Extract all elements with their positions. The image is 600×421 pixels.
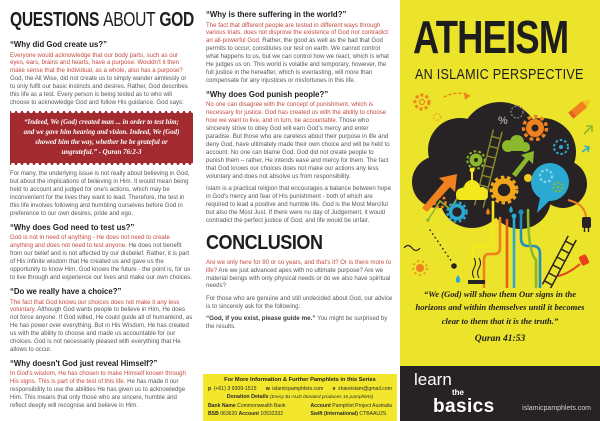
conclusion-heading: CONCLUSION (206, 231, 323, 254)
donation-label: Donation Details (226, 394, 269, 400)
logo-basics: basics (433, 396, 495, 417)
email-icon: e (332, 385, 336, 392)
answer-punish-para2: Islam is a practical religion that encourages a balance between hope in God's mercy and fear of His punishment - both of which are required to lead a positive and humble life. God is the Most Merciful but also the Most Just. If there were no day of Judgement, it would contradict the perfect justice of God, and life would be unfair. (206, 185, 391, 224)
bank-details (207, 403, 393, 419)
gear-icon (434, 114, 441, 121)
scallop-border-bottom (10, 161, 193, 165)
learn-the-basics-logo (414, 371, 495, 416)
info-footer (203, 374, 397, 421)
answer-create-body: God, the All Wise, did not create us to simply wander aimlessly or to only fulfil our basic instincts and desires. Rather, God describes this life as a test. Every person is being tested as to who will choose to acknowledge God and follow His guidance. God says: (10, 75, 188, 107)
left-column (0, 0, 200, 421)
dotted-line (430, 230, 452, 262)
account-number-value: 10532332 (260, 410, 284, 417)
cover-panel (400, 0, 600, 421)
website-url: islamicpamphlets.com (272, 385, 324, 392)
phone-number: (+61) 3 9309-1515 (213, 385, 257, 392)
conclusion-paragraph-2: For those who are genuine and still undecided about God, our advice is to sincerely ask for the following: (206, 294, 393, 310)
title-word-questions: QUESTIONS (10, 9, 100, 31)
page-title (10, 7, 194, 34)
cover-quote: “We (God) will show them Our signs in the horizons and within themselves until it becomes clear to them that it is the truth.” (415, 289, 585, 326)
footer-email (333, 386, 392, 392)
scallop-border-top (10, 111, 193, 115)
learn-basics-bar (400, 366, 600, 421)
pencil-icon (568, 97, 592, 119)
question-heading-test: “Why does God need to test us?” (10, 222, 135, 232)
answer-choice-body: Although God wants people to believe in Him, He does not force anyone. If God willed, He could guide all of humankind, as He has power over everything. But in His Wisdom, He has created us with the ability to choose and made us accountable for our choices. God is not necessarily pleased with everything that He allows to occur. (10, 306, 193, 354)
question-heading-suffering: “Why is there suffering in the world?” (206, 10, 347, 19)
bsb-value: 063620 (220, 410, 238, 417)
swift-value: CTBAAU2S (359, 410, 387, 417)
cover-subtitle: AN ISLAMIC PERSPECTIVE (415, 66, 584, 83)
cover-title: ATHEISM (413, 11, 569, 63)
answer-reveal-lead: In God's wisdom, He has chosen to make Himself known through His signs. This is part of the test of this life. (10, 370, 186, 386)
footer-website (266, 386, 324, 392)
gear-icon (415, 95, 429, 109)
brain-illustration (400, 90, 600, 288)
after-quote-paragraph: For many, the underlying issue is not really about believing in God, but about the implications of believing in Him. It would mean being held to account and judged for one's actions, which may be inconvenient for the lives they want to lead. Therefore, the test in this life involves following and humbling ourselves before God in preference to our own desires, pride and ego. (10, 170, 190, 218)
logo-the: the (452, 388, 464, 397)
answer-reveal (10, 370, 193, 410)
question-heading-create: “Why did God create us?” (10, 40, 108, 49)
bank-details-left (208, 403, 286, 419)
phone-icon: p (208, 385, 212, 392)
conclusion-paragraph (206, 259, 393, 291)
question-heading-choice: “Do we really have a choice?” (10, 287, 122, 297)
bsb-label: BSB (208, 410, 219, 417)
answer-punish-body: Those who sincerely strive to obey God will earn God's mercy and enter paradise. But those who are careless about their purpose in life and deny God, have ultimately made their own choice and will be held to account. No one can blame God. God did not create people to punish them – rather, He intends ease and mercy for them. The fact that God knows our choices does not make our actions any less voluntary and does not absolve us from responsibility. (206, 117, 390, 180)
middle-column (200, 0, 400, 421)
logo-learn: learn (414, 370, 452, 389)
quote-text: “Indeed, We (God) created man ... in order to test him; and we gave him hearing and vision. Indeed, We (God) showed him the way, whether he be grateful or ungrateful.” (23, 119, 180, 157)
quran-quote-box (10, 111, 193, 165)
ladder-icon (542, 236, 576, 288)
web-icon: w (265, 385, 270, 392)
answer-choice-lead: The fact that God knows our choices does not make it any less voluntary. (10, 298, 180, 314)
svg-text:%: % (498, 115, 508, 127)
conclusion-lead: Are we only here for 80 or so years, and that's it? Or is there more to life? (206, 258, 392, 274)
question-heading-punish: “Why does God punish people?” (206, 89, 329, 99)
arrow-icon (582, 146, 589, 152)
answer-create-lead: Everyone would acknowledge that our body parts, such as our eyes, ears, brains and hearts, have a purpose. Wouldn't it then make sense that the individual, as a whole, also has a purpose? (10, 51, 183, 75)
title-word-about: ABOUT (103, 9, 156, 31)
account-name-label: Account (310, 403, 331, 409)
bank-name-value: Commonwealth Bank (237, 403, 286, 409)
account-name-value: Pamphlet Project Australia (332, 403, 392, 409)
answer-choice (10, 299, 193, 354)
advice-line (206, 315, 393, 331)
arrow-icon (584, 126, 592, 134)
advice-bold: “God, if you exist, please guide me.” (206, 315, 316, 323)
answer-test-lead: God is not in need of anything - He does not need to create anything and does not need to test anyone. (10, 234, 170, 250)
answer-suffering-body: Rather, the good as well as the bad that God permits to occur, constitutes our test on earth. We cannot control what happens to us, but we can control how we react, which is what He judges us on. This world is volatile and temporary, however, the full justice in the hereafter, which is everlasting, will more than compensate for any injustices or misfortunes in this life. (206, 37, 389, 84)
answer-punish (206, 101, 393, 180)
quote-citation: - Quran 76:2-3 (98, 149, 142, 157)
cover-quote-citation: Quran 41:53 (474, 334, 526, 344)
swift-label: Swift (International) (310, 410, 358, 417)
answer-test (10, 234, 193, 282)
donation-note: (Every $1 AUD donated produces 16 pamphlets) (270, 395, 374, 400)
cover-website: islamicpamphlets.com (522, 405, 591, 412)
squiggle-icon (404, 246, 420, 251)
account-number-label: Account (238, 410, 259, 417)
answer-test-body: He does not benefit from our belief and is not affected by our disbelief. Rather, it is part of His infinite wisdom that He created us and gave us the opportunity to know Him. God knows the future - the point is, for us to live through and experience our lives and make our own choices. (10, 242, 192, 282)
advice-rest: You might be surprised by the results. (206, 315, 388, 331)
question-heading-reveal: “Why doesn't God just reveal Himself?” (10, 358, 158, 368)
answer-suffering-lead: The fact that different people are tested in different ways through various trials, does not disprove the existence of God nor contradict an all-powerful God. (206, 21, 388, 45)
footer-heading: For More Information & Further Pamphlets in this Series (224, 377, 376, 383)
answer-suffering (206, 22, 393, 85)
quran-quote-text (19, 118, 184, 158)
drop-icon (456, 275, 461, 283)
answer-create (10, 52, 193, 107)
title-word-god: GOD (159, 9, 194, 31)
answer-reveal-body: He has made it our responsibility to use the abilities He has given us to acknowledge Him. This means that only those who are sincere, humble and reflect deeply will recognise and believe in Him. (10, 378, 186, 410)
conclusion-body: Are we just advanced apes with no ultimate purpose? Are we material beings with only physical needs or do we also have spiritual needs? (206, 266, 391, 290)
footer-contacts (207, 386, 393, 392)
bank-details-right (310, 403, 392, 419)
footer-phone (208, 386, 256, 392)
answer-punish-lead: No one can disagree with the concept of punishment, which is necessary for justice. God has created us with the ability to choose how we want to live, and in turn, be accountable. (206, 101, 387, 125)
donation-details (207, 394, 393, 400)
sun-icon (416, 264, 424, 272)
email-address: shareislam@gmail.com (338, 385, 392, 392)
bank-name-label: Bank Name (208, 403, 236, 409)
